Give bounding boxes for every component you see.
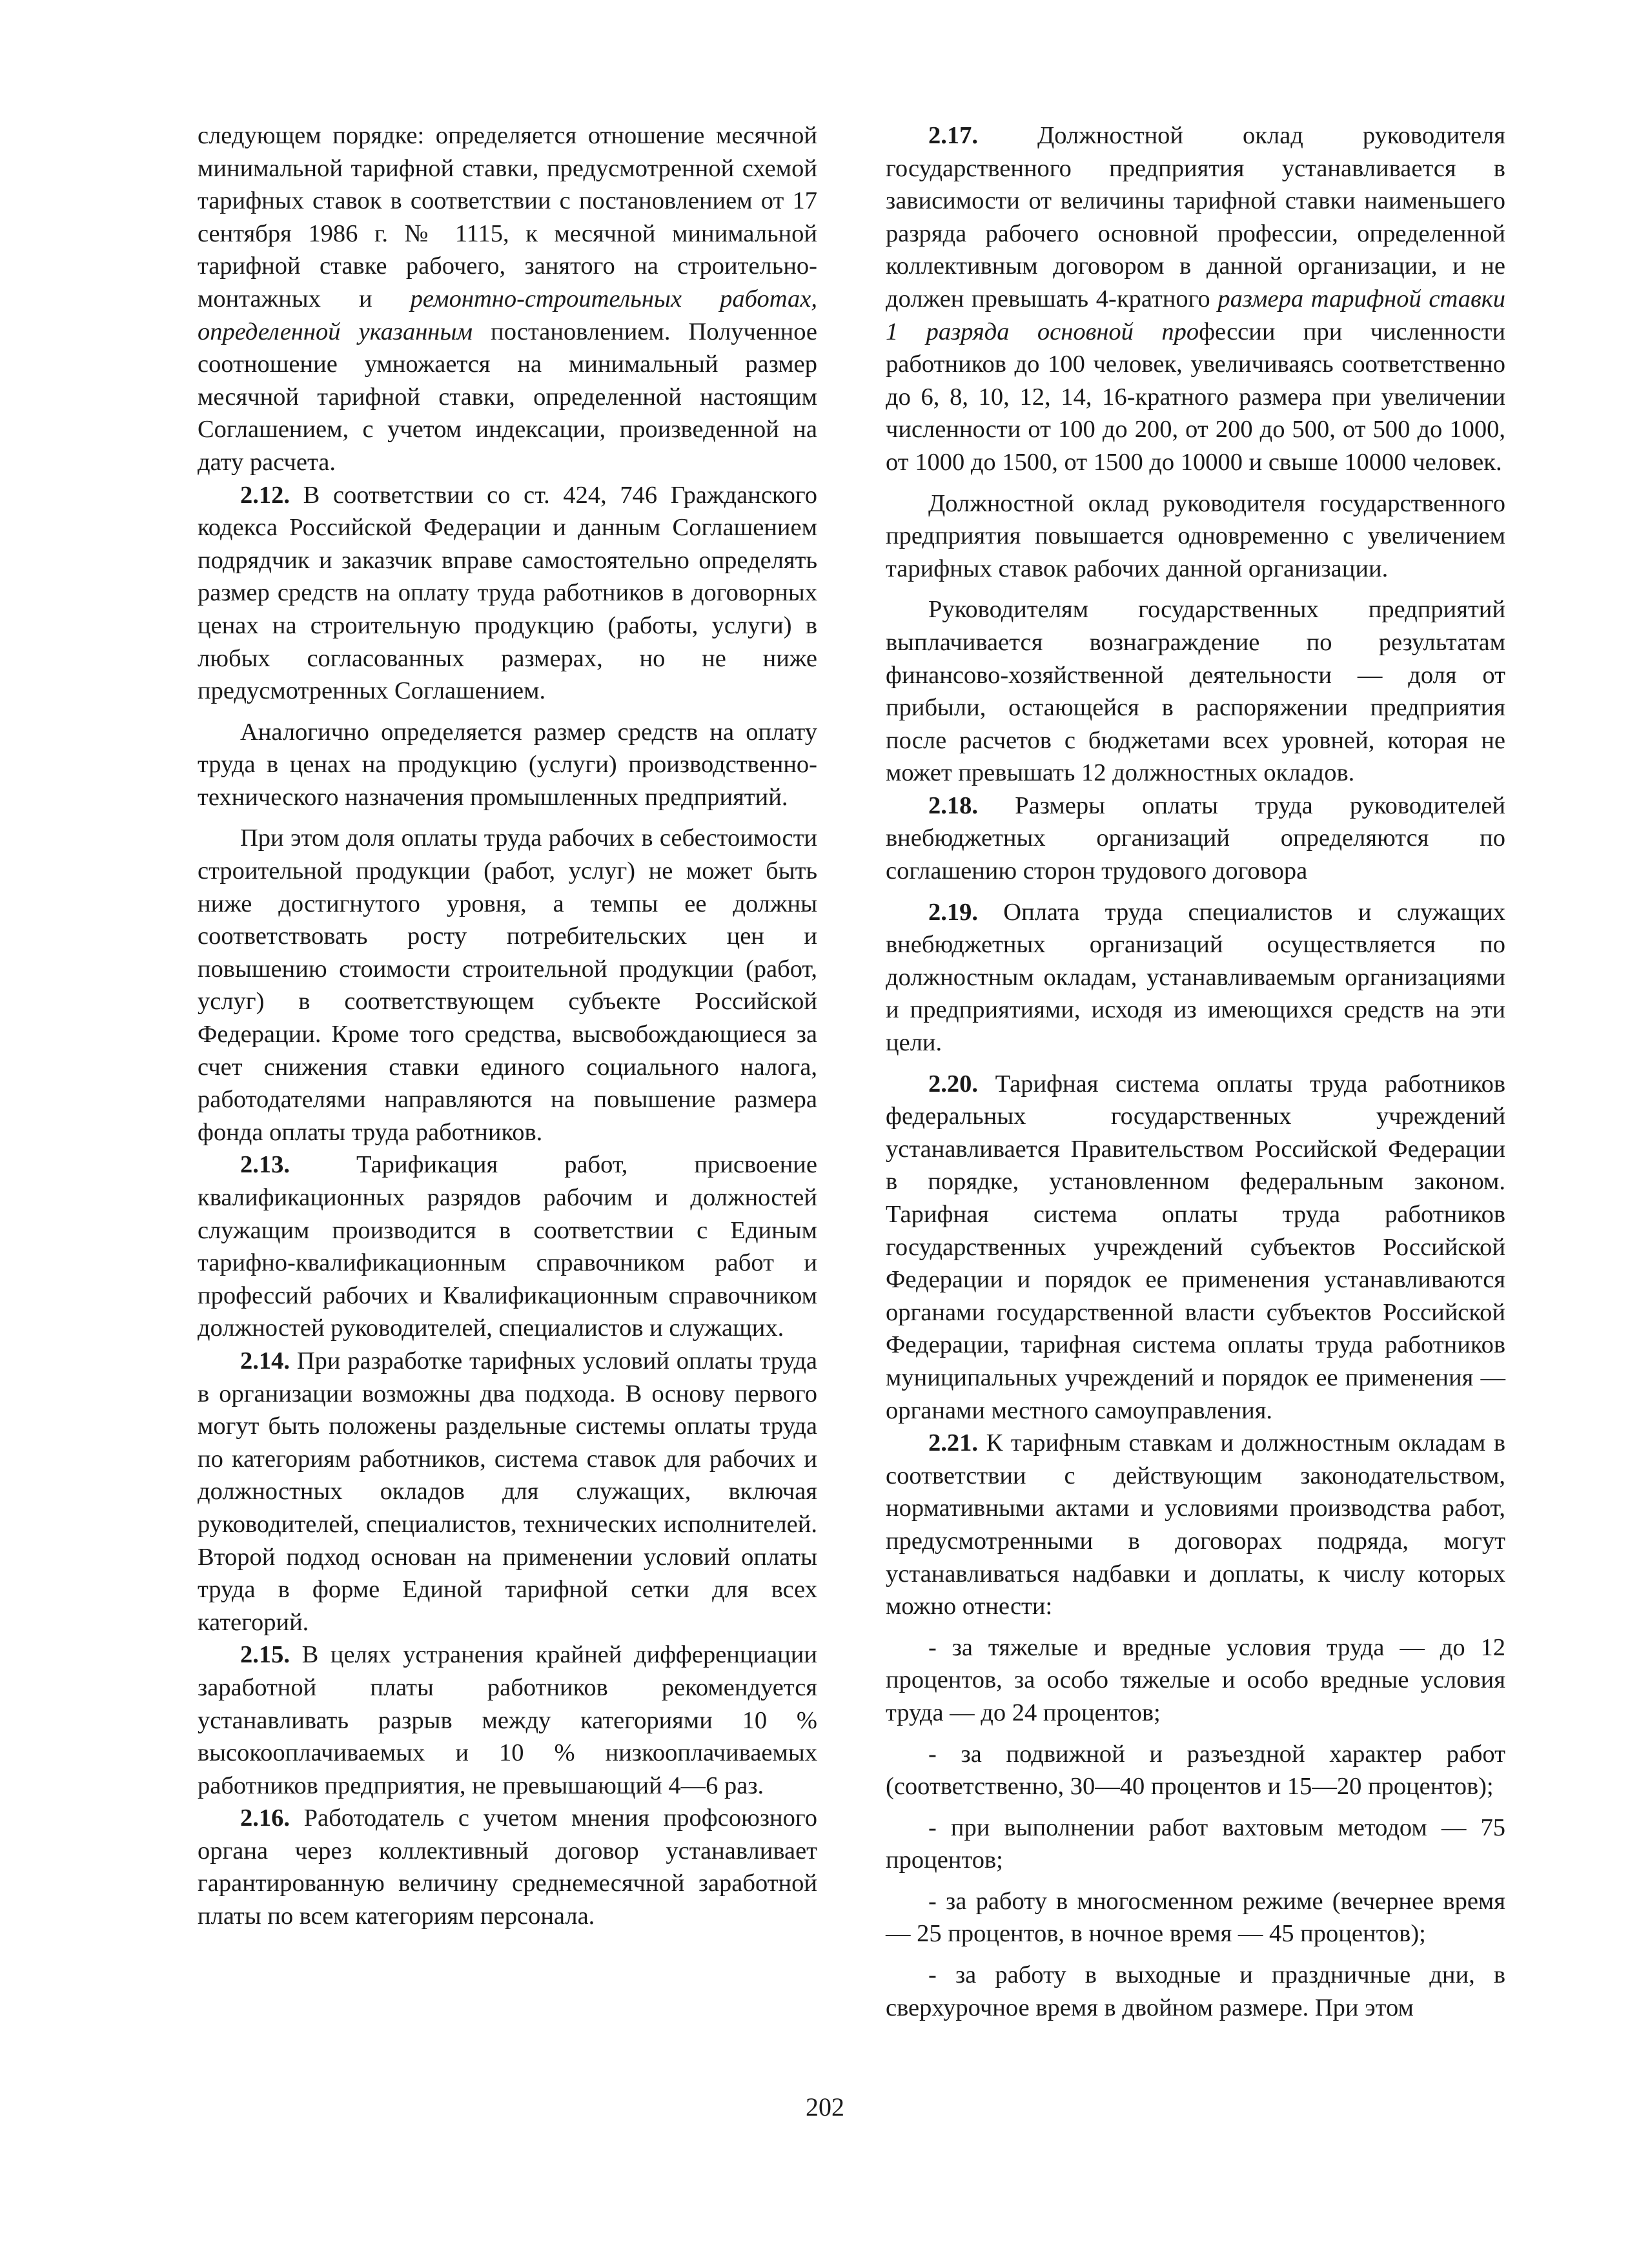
list-item: - за подвижной и разъездной характер работ (соответственно, 30—40 процентов и 15—20 процентов); <box>886 1740 1505 1801</box>
list-item: - за работу в многосменном режиме (вечернее время — 25 процентов, в ночное время — 45 процентов); <box>886 1887 1505 1948</box>
right-column <box>886 119 1505 2024</box>
section-number: 2.17. <box>928 122 978 149</box>
paragraph: При этом доля оплаты труда рабочих в себестоимости строительной продукции (работ, услуг) не может быть ниже достигнутого уровня, а темпы ее должны соответствовать росту потребительских цен и повышению стоимости строительной продукции (работ, услуг) в соответствующем субъекте Российской Федерации. Кроме того средства, высвобождающиеся за счет снижения ставки единого социального налога, работодателями направляются на повышение размера фонда оплаты труда работников. <box>198 824 817 1146</box>
section-number: 2.19. <box>928 898 978 926</box>
section-2-13: 2.13. Тарификация работ, присвоение квалификационных разрядов рабочим и должностей служащим производится в соответствии с Единым тарифно-квалификационным справочником работ и профессий рабочих и Квалификационным справочником должностей руководителей, специалистов и служащих. <box>198 1151 817 1342</box>
paragraph: Должностной оклад руководителя государственного предприятия повышается одновременно с увеличением тарифных ставок рабочих данной организации. <box>886 489 1505 582</box>
section-number: 2.16. <box>240 1804 290 1832</box>
section-2-19: 2.19. Оплата труда специалистов и служащих внебюджетных организаций осуществляется по должностным окладам, устанавливаемым организациями и предприятиями, исходя из имеющихся средств на эти цели. <box>886 898 1505 1057</box>
section-number: 2.13. <box>240 1151 290 1179</box>
list-item: - за работу в выходные и праздничные дни, в сверхурочное время в двойном размере. При этом <box>886 1961 1505 2021</box>
section-2-14: 2.14. При разработке тарифных условий оплаты труда в организации возможны два подхода. В основу первого могут быть положены раздельные системы оплаты труда по категориям работников, система ставок для рабочих и должностных окладов для служащих, включая руководителей, специалистов, технических исполнителей. Второй подход основан на применении условий оплаты труда в форме Единой тарифной сетки для всех категорий. <box>198 1347 817 1636</box>
section-2-18: 2.18. Размеры оплаты труда руководителей внебюджетных организаций определяются по соглашению сторон трудового договора <box>886 792 1505 885</box>
section-number: 2.18. <box>928 792 978 819</box>
section-number: 2.21. <box>928 1429 978 1457</box>
section-2-12: 2.12. В соответствии со ст. 424, 746 Гражданского кодекса Российской Федерации и данным Соглашением подрядчик и заказчик вправе самостоятельно определять размер средств на оплату труда работников в договорных ценах на строительную продукцию (работы, услуги) в любых согласованных размерах, но не ниже предусмотренных Соглашением. <box>198 481 817 705</box>
left-column <box>198 119 817 1933</box>
continuation-paragraph: следующем порядке: определяется отношение месячной минимальной тарифной ставки, предусмотренной схемой тарифных ставок в соответствии с постановлением от 17 сентября 1986 г. № 1115, к месячной минимальной тарифной ставке рабочего, занятого на строительно-монтажных и ремонтно-строительных работах, определенной указанным постановлением. Полученное соотношение умножается на минимальный размер месячной тарифной ставки, определенной настоящим Соглашением, с учетом индексации, произведенной на дату расчета. <box>198 122 817 476</box>
section-2-15: 2.15. В целях устранения крайней дифференциации заработной платы работников рекомендуется устанавливать разрыв между категориями 10 % высокооплачиваемых и 10 % низкооплачиваемых работников предприятия, не превышающий 4—6 раз. <box>198 1641 817 1799</box>
paragraph: Руководителям государственных предприятий выплачивается вознаграждение по результатам финансово-хозяйственной деятельности — доля от прибыли, остающейся в распоряжении предприятия после расчетов с бюджетами всех уровней, которая не может превышать 12 должностных окладов. <box>886 596 1505 787</box>
list-item: - при выполнении работ вахтовым методом — 75 процентов; <box>886 1813 1505 1874</box>
section-2-21: 2.21. К тарифным ставкам и должностным окладам в соответствии с действующим законодательством, нормативными актами и условиями производства работ, предусмотренными в договорах подряда, могут устанавливаться надбавки и доплаты, к числу которых можно отнести: <box>886 1429 1505 1620</box>
section-number: 2.20. <box>928 1070 978 1098</box>
section-2-16: 2.16. Работодатель с учетом мнения профсоюзного органа через коллективный договор устанавливает гарантированную величину среднемесячной заработной платы по всем категориям персонала. <box>198 1804 817 1930</box>
section-2-17: 2.17. Должностной оклад руководителя государственного предприятия устанавливается в зависимости от величины тарифной ставки наименьшего разряда рабочего основной профессии, определенной коллективным договором в данной организации, и не должен превышать 4-кратного размера тарифной ставки 1 разряда основной профессии при численности работников до 100 человек, увеличиваясь соответственно до 6, 8, 10, 12, 14, 16-кратного размера при увеличении численности от 100 до 200, от 200 до 500, от 500 до 1000, от 1000 до 1500, от 1500 до 10000 и свыше 10000 человек. <box>886 122 1505 476</box>
section-number: 2.14. <box>240 1347 290 1374</box>
section-number: 2.15. <box>240 1641 290 1669</box>
paragraph: Аналогично определяется размер средств на оплату труда в ценах на продукцию (услуги) производственно-технического назначения промышленных предприятий. <box>198 718 817 811</box>
section-number: 2.12. <box>240 481 290 509</box>
page-number: 202 <box>806 2092 844 2121</box>
section-2-20: 2.20. Тарифная система оплаты труда работников федеральных государственных учреждений устанавливается Правительством Российской Федерации в порядке, установленном федеральным законом. Тарифная система оплаты труда работников государственных учреждений субъектов Российской Федерации и порядок ее применения устанавливаются органами государственной власти субъектов Российской Федерации, тарифная система оплаты труда работников муниципальных учреждений и порядок ее применения — органами местного самоуправления. <box>886 1070 1505 1424</box>
list-item: - за тяжелые и вредные условия труда — до 12 процентов, за особо тяжелые и особо вредные условия труда — до 24 процентов; <box>886 1633 1505 1726</box>
